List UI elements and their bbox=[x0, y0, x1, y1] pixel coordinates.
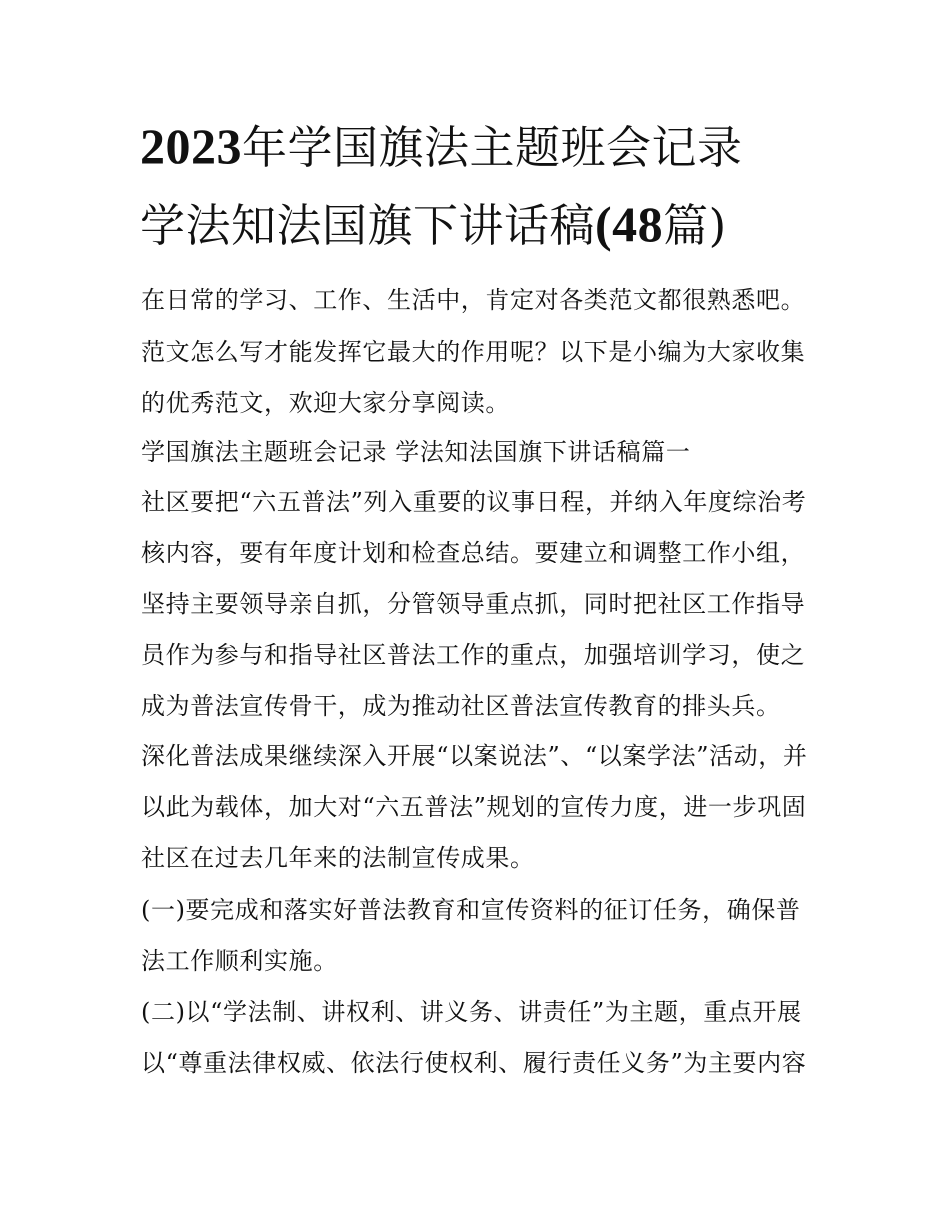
body-line: 核内容，要有年度计划和检查总结。要建立和调整工作小组， bbox=[141, 539, 806, 567]
title-count: (48 bbox=[595, 196, 664, 252]
body-line: 以“尊重法律权威、依法行使权利、履行责任义务”为主要内容 bbox=[141, 1049, 807, 1077]
body-line: (一)要完成和落实好普法教育和宣传资料的征订任务，确保普 bbox=[141, 896, 801, 924]
title-line-2-text: 学法知法国旗下讲话稿 bbox=[140, 199, 596, 252]
section-heading: 学国旗法主题班会记录 学法知法国旗下讲话稿篇一 bbox=[141, 438, 691, 466]
body-line: 深化普法成果继续深入开展“以案说法”、“以案学法”活动，并 bbox=[141, 742, 808, 770]
body-line: 范文怎么写才能发挥它最大的作用呢？以下是小编为大家收集 bbox=[141, 338, 806, 366]
document-title-line-2 bbox=[140, 196, 840, 254]
title-line-1-text: 年学国旗法主题班会记录 bbox=[242, 121, 743, 174]
body-line: 的优秀范文，欢迎大家分享阅读。 bbox=[141, 389, 510, 417]
body-line: 员作为参与和指导社区普法工作的重点，加强培训学习，使之 bbox=[141, 641, 806, 669]
body-line: 法工作顺利实施。 bbox=[141, 947, 338, 975]
body-line: 以此为载体，加大对“六五普法”规划的宣传力度，进一步巩固 bbox=[141, 793, 807, 821]
document-title-line-1 bbox=[140, 118, 840, 176]
body-line: 成为普法宣传骨干，成为推动社区普法宣传教育的排头兵。 bbox=[141, 692, 781, 720]
body-line: 在日常的学习、工作、生活中，肯定对各类范文都很熟悉吧。 bbox=[141, 286, 806, 314]
title-line-2-suffix: 篇) bbox=[663, 199, 727, 252]
body-line: 坚持主要领导亲自抓，分管领导重点抓，同时把社区工作指导 bbox=[141, 590, 806, 618]
body-line: 社区要把“六五普法”列入重要的议事日程，并纳入年度综治考 bbox=[141, 488, 807, 516]
body-line: 社区在过去几年来的法制宣传成果。 bbox=[141, 844, 535, 872]
body-line: (二)以“学法制、讲权利、讲义务、讲责任”为主题，重点开展 bbox=[141, 998, 802, 1026]
title-year: 2023 bbox=[140, 118, 242, 174]
